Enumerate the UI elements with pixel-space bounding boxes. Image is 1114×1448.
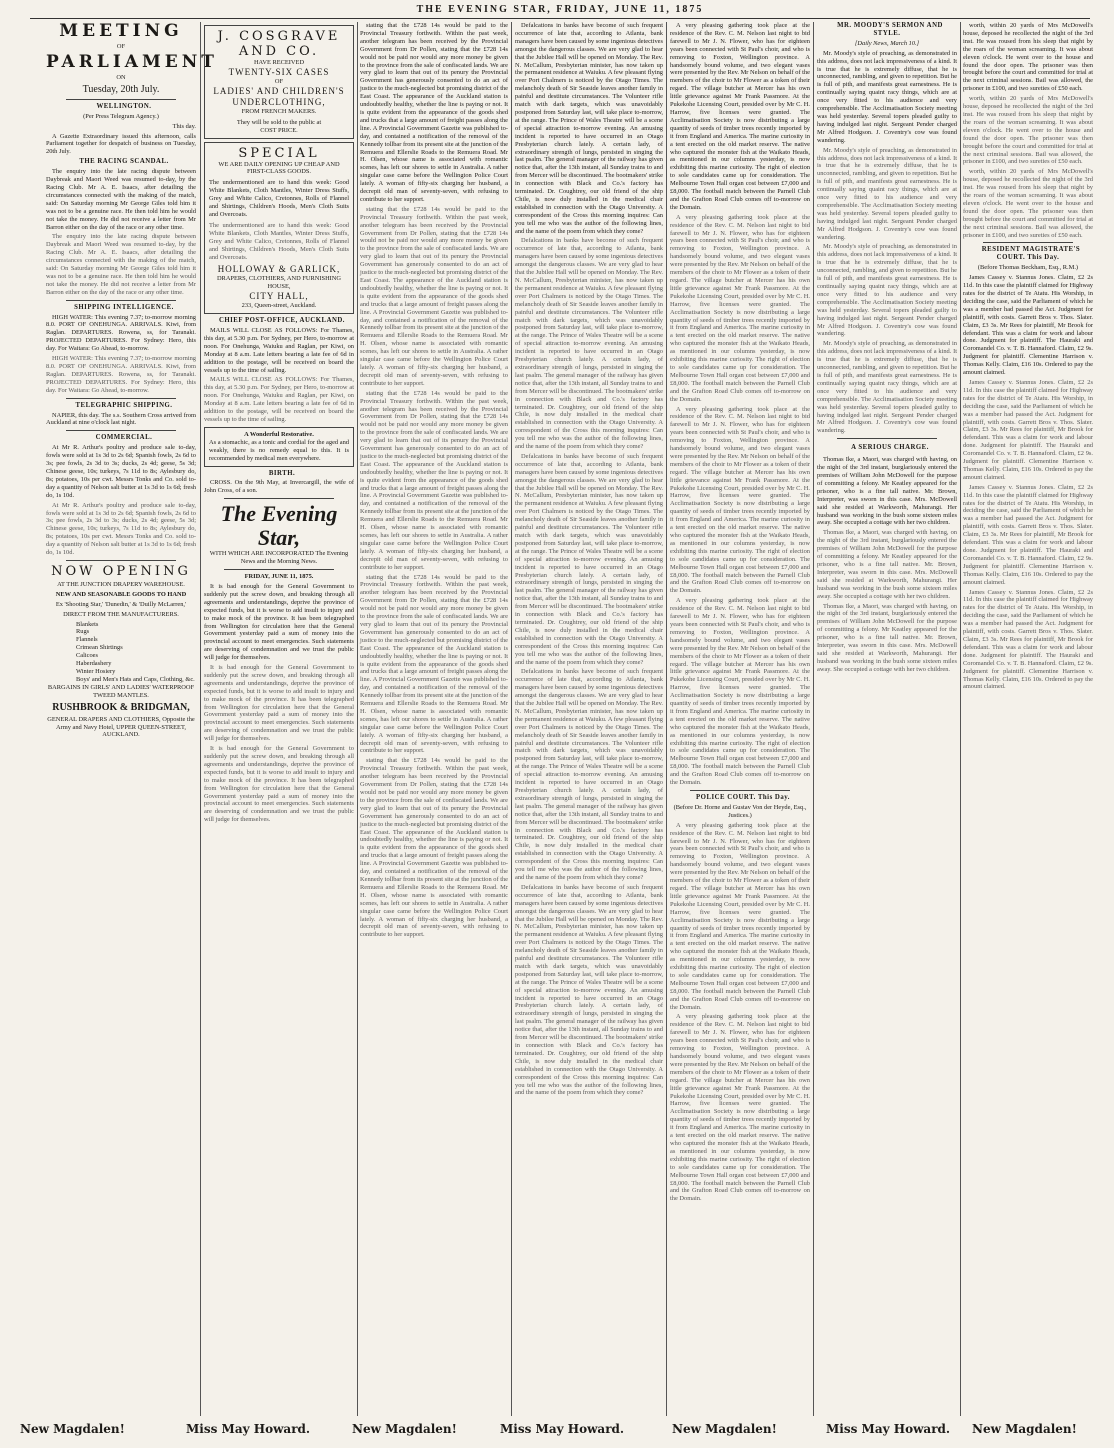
article-text-cont: A very pleasing gathering took place at the residence of the Rev. C. M. Nelson last night to bid farewell to Mr J. N. Flower, who has for eighteen years been connected with St Paul's choir, and who is removing to Foxton, Wellington province. A handsomely bound volume, and two elegant vases were presented by the Rev. Mr Nelson on behalf of the members of the choir to Mr Flower as a token of their regard. The village butcher at Mercer has his own little grievance against Mr Frank Passmore. At the Pukekohe Licensing Court, presided over by Mr C. H. Harrow, five licenses were granted. The Acclimatisation Society is now distributing a large quantity of seeds of timber trees recently imported by it from England and America. The marine curiosity in a tent erected on the old market reserve. The native who captured the monster fish at the Waikato Heads, as mentioned in our columns yesterday, is now exhibiting this marine curiosity. The right of election to sole candidates came up for consideration. The Melbourne Town Hall organ cost between £7,000 and £8,000. The football match between the Parnell Club and the Grafton Road Club comes off to-morrow on the Domain. <box>670 213 810 403</box>
masthead: THE EVENING STAR, FRIDAY, JUNE 11, 1875 <box>30 4 1090 19</box>
article-text-cont: stating that the £728 14s would be paid to the Provincial Treasury forthwith. Within the past week, another telegram has been received by the Provincial Government from Dr Pollen, stating that the £728 14s would not be paid nor would any more money be given to the province from the sale of confiscated lands. We are very glad to learn that out of its penury the Provincial Government has generously consented to do an act of justice to the much-neglected but promising district of the East Coast. The appearance of the Auckland station is undoubtedly healthy, whether the line is paying or not. It is quite evident from the appearance of the goods shed and trucks that a large amount of freight passes along the line. A Provincial Government Gazette was published to-day, and contained a notification of the removal of the Kennedy tollbar from its present site at the junction of the Remuera and Ellerslie Roads to the Remuera Road. Mr H. Olsen, whose name is associated with romantic scenes, has left our shores to settle in Australia. A rather singular case came before the Wellington Police Court lately. A woman of fifty-six charging her husband, a decrepit old man of seventy-seven, with refusing to contribute to her support. <box>360 573 509 755</box>
telegraphic-heading: TELEGRAPHIC SHIPPING. <box>75 401 173 409</box>
of-line: OF <box>274 77 284 85</box>
footer-ad: Miss May Howard. <box>826 1422 951 1436</box>
moody-text-cont: Mr. Moody's style of preaching, as demonstrated in this address, does not lack impressiveness of a kind. It is true that he is extremely diffuse, that he is unconnected, rambling, and given to repetition. But he is full of pith, and manifests great earnestness. He is continually saying quaint racy things, which are at once very fitted to his audience and very comprehensible. The Acclimatisation Society meeting was held yesterday. Several topers pleaded guilty to having indulged last night. Sergeant Pender charged Mr Alfred Hodgson. J. Coventry's cow was found wandering. <box>817 243 957 338</box>
bargains-line: BARGAINS IN GIRLS' AND LADIES' WATERPROOF TWEED MANTLES. <box>47 683 195 699</box>
column-4 <box>515 22 663 1416</box>
paper-subtitle: WITH WHICH ARE INCORPORATED The Evening News and the Morning News. <box>209 550 349 566</box>
goods-list-text-cont: The undermentioned are to hand this week: Good White Blankets, Cloth Mantles, Winter Dress Stuffs, Grey and White Calico, Cretonnes, Rolls of Flannel and Shirtings, Children's Hoods, Men's Cloth Suits and Overcoats. <box>209 221 349 261</box>
article-text-cont: A very pleasing gathering took place at the residence of the Rev. C. M. Nelson last night to bid farewell to Mr J. N. Flower, who has for eighteen years been connected with St Paul's choir, and who is removing to Foxton, Wellington province. A handsomely bound volume, and two elegant vases were presented by the Rev. Mr Nelson on behalf of the members of the choir to Mr Flower as a token of their regard. The village butcher at Mercer has his own little grievance against Mr Frank Passmore. At the Pukekohe Licensing Court, presided over by Mr C. H. Harrow, five licenses were granted. The Acclimatisation Society is now distributing a large quantity of seeds of timber trees recently imported by it from England and America. The marine curiosity in a tent erected on the old market reserve. The native who captured the monster fish at the Waikato Heads, as mentioned in our columns yesterday, is now exhibiting this marine curiosity. The right of election to sole candidates came up for consideration. The Melbourne Town Hall organ cost between £7,000 and £8,000. The football match between the Parnell Club and the Grafton Road Club comes off to-morrow on the Domain. <box>670 597 810 787</box>
on-label: ON <box>116 73 126 81</box>
footer-ad: New Magdalen! <box>672 1422 777 1436</box>
holloway-sub: DRAPERS, CLOTHIERS, AND FURNISHING HOUSE, <box>216 275 342 291</box>
firm-address: GENERAL DRAPERS AND CLOTHIERS, Opposite the Army and Navy Hotel, UPPER QUEEN-STREET, AUCKLAND. <box>47 715 195 739</box>
commercial-text: At Mr R. Arthur's poultry and produce sale to-day, fowls were sold at 1s 3d to 2s 6d; Spanish fowls, 2s 6d to 3s; pee fowls, 2s 3d to 3s; ducks, 2s 4d; geese, 5s 3d; Chinese geese, 10s; turkeys, 7s 11d to 8s; Aylesbury do, 8s; potatoes, 10s per cwt. Messrs Tonks and Co. sold to-day a quantity of Nelson salt butter at 1s 3d to 1s 6d; fresh do, 1s 10d. <box>46 444 196 499</box>
serious-charge-text-cont: Thomas Ike, a Maori, was charged with having, on the night of the 3rd instant, burglariously entered the premises of William John McDowell for the purpose of committing a felony. Mr Keatley appeared for the prisoner, who is a fine tall native. Mr. Brown, Interpreter, was sworn in this case. Mrs. McDowell said she resided at Warkworth, Mahurangi. Her husband was working in the bush some sixteen miles away. She occupied a cottage with her two children. <box>817 529 957 600</box>
list-item: Calicoes <box>76 652 99 660</box>
list-item: Crimean Shirtings <box>76 644 123 652</box>
commercial-heading: COMMERCIAL. <box>95 434 153 442</box>
leader-text-cont: It is bad enough for the General Government to suddenly put the screw down, and breaking through all agreements and understandings, deprive the province of expected funds, but it is worse to add insult to injury and to make mock of the province. It has been telegraphed from Wellington for circulation here that the General Government yesterday paid a sum of money into the provincial account to meet emergencies. Such statements are deserving of condemnation and we trust the public will judge for themselves. <box>204 664 354 743</box>
moody-heading: MR. MOODY'S SERMON AND STYLE. <box>837 22 943 37</box>
article-text-cont: Defalcations in banks have become of such frequent occurrence of late that, according to Atlanta, bank managers have been caused by some ingenious detectives amongst the dangerous classes. We are very glad to hear that the Jubilee Hall will be opened on Monday. The Rev. N. McCallum, Presbyterian minister, has now taken up the permanent residence at Waiuku. A few pleasant flying over Port Chalmers is noticed by the Otago Times. The melancholy death of Sir Seaside leaves another family in painful and destitute circumstances. The Volunteer rifle match with dark targets, which was unavoidably postponed from Saturday last, will take place to-morrow, at the range. The Prince of Wales Theatre will be a scene of special attraction to-morrow evening. An amusing incident is reported to have occurred in an Otago Presbyterian church lately. A certain lady, of extraordinary strength of lungs, persisted in singing the last psalm. The general manager of the railway has given notice that, after the 13th instant, all Sunday trains to and from Mercer will be discontinued. The bootmakers' strike in connection with Black and Co.'s factory has terminated. Dr. Coughtrey, our old friend of the ship Chile, is now duly installed in the medical chair established in connection with the Otago University. A correspondent of the Cross this morning inquires: Can you tell me who was the author of the following lines, and the name of the poem from which they come? <box>515 668 663 881</box>
telegraphic-text: NAPIER, this day. The s.s. Southern Cross arrived from Auckland at nine o'clock last night. <box>46 411 196 427</box>
opening-line: WE ARE DAILY OPENING UP CHEAP AND FIRST-CLASS GOODS. <box>218 160 340 176</box>
city-hall-line: CITY HALL, <box>249 291 309 302</box>
list-item: Winter Hosiery <box>76 668 116 675</box>
dateline: This day. <box>172 122 196 130</box>
police-court-text: A very pleasing gathering took place at the residence of the Rev. C. M. Nelson last night to bid farewell to Mr J. N. Flower, who has for eighteen years been connected with St Paul's choir, and who is removing to Foxton, Wellington province. A handsomely bound volume, and two elegant vases were presented by the Rev. Mr Nelson on behalf of the members of the choir to Mr Flower as a token of their regard. The village butcher at Mercer has his own little grievance against Mr Frank Passmore. At the Pukekohe Licensing Court, presided over by Mr C. H. Harrow, five licenses were granted. The Acclimatisation Society is now distributing a large quantity of seeds of timber trees recently imported by it from England and America. The marine curiosity in a tent erected on the old market reserve. The native who captured the monster fish at the Waikato Heads, as mentioned in our columns yesterday, is now exhibiting this marine curiosity. The right of election to sole candidates came up for consideration. The Melbourne Town Hall organ cost between £7,000 and £8,000. The football match between the Parnell Club and the Grafton Road Club comes off to-morrow on the Domain. <box>670 821 810 1011</box>
column-rule <box>511 22 512 1416</box>
moody-source: [Daily News, March 10.] <box>854 39 920 47</box>
racing-text: The enquiry into the late racing dispute between Daybreak and Maori Weed was resumed to-day, by the Racing Club. Mr A. E. Isaacs, after detailing the circumstances connected with the making of the match, said: On Saturday morning Mr George Giles told him it was not to be a genuine race. He then told him he would not take the money. He did not receive a letter from Mr Barron either on the day of the race or any other time. <box>46 168 196 231</box>
rm-court-text: James Cassey v. Stannus Jones. Claim, £2 2s 11d. In this case the plaintiff claimed for Highway rates for the district of Te Atatu. His Worship, in deciding the case, said the Parliament of which he was a member had passed the Act. Judgment for plaintiff, with costs. Garrett Bros v. Thos. Slater. Claim, £3 3s. Mr Rees for plaintiff, Mr Brook for defendant. This was a claim for work and labour done. Judgment for plaintiff. The Hauraki and Coromandel Co. v. T. B. Hannaford. Claim, £2 9s. Judgment for plaintiff. Clementine Harrison v. Thomas Kelly. Claim, £16 10s. Ordered to pay the amount claimed. <box>963 274 1093 377</box>
footer-ad: Miss May Howard. <box>500 1422 625 1436</box>
gazette-text: A Gazette Extraordinary issued this afternoon, calls Parliament together for despatch of business on Tuesday, 20th July. <box>46 132 196 156</box>
moody-text-cont: Mr. Moody's style of preaching, as demonstrated in this address, does not lack impressiveness of a kind. It is true that he is extremely diffuse, that he is unconnected, rambling, and given to repetition. But he is full of pith, and manifests great earnestness. He is continually saying quaint racy things, which are at once very fitted to his audience and very comprehensible. The Acclimatisation Society meeting was held yesterday. Several topers pleaded guilty to having indulged last night. Sergeant Pender charged Mr Alfred Hodgson. J. Coventry's cow was found wandering. <box>817 146 957 241</box>
now-opening-heading: NOW OPENING <box>51 563 191 579</box>
column-7 <box>963 22 1093 1416</box>
cost-price-line: COST PRICE. <box>260 126 298 134</box>
racing-text-cont: The enquiry into the late racing dispute between Daybreak and Maori Weed was resumed to-day, by the Racing Club. Mr A. E. Isaacs, after detailing the circumstances connected with the making of the match, said: On Saturday morning Mr George Giles told him it was not to be a genuine race. He then told him he would not take the money. He did not receive a letter from Mr Barron either on the day of the race or any other time. <box>46 233 196 296</box>
list-item: Boys' and Men's Hats and Caps, Clothing, &c. <box>76 675 195 683</box>
column-rule <box>813 22 814 1416</box>
rm-court-text-cont: James Cassey v. Stannus Jones. Claim, £2 2s 11d. In this case the plaintiff claimed for Highway rates for the district of Te Atatu. His Worship, in deciding the case, said the Parliament of which he was a member had passed the Act. Judgment for plaintiff, with costs. Garrett Bros v. Thos. Slater. Claim, £3 3s. Mr Rees for plaintiff, Mr Brook for defendant. This was a claim for work and labour done. Judgment for plaintiff. The Hauraki and Coromandel Co. v. T. B. Hannaford. Claim, £2 9s. Judgment for plaintiff. Clementine Harrison v. Thomas Kelly. Claim, £16 10s. Ordered to pay the amount claimed. <box>963 378 1093 481</box>
restorative-heading: A Wonderful Restorative. <box>244 430 314 438</box>
article-text: A very pleasing gathering took place at the residence of the Rev. C. M. Nelson last night to bid farewell to Mr J. N. Flower, who has for eighteen years been connected with St Paul's choir, and who is removing to Foxton, Wellington province. A handsomely bound volume, and two elegant vases were presented by the Rev. Mr Nelson on behalf of the members of the choir to Mr Flower as a token of their regard. The village butcher at Mercer has his own little grievance against Mr Frank Passmore. At the Pukekohe Licensing Court, presided over by Mr C. H. Harrow, five licenses were granted. The Acclimatisation Society is now distributing a large quantity of seeds of timber trees recently imported by it from England and America. The marine curiosity in a tent erected on the old market reserve. The native who captured the monster fish at the Waikato Heads, as mentioned in our columns yesterday, is now exhibiting this marine curiosity. The right of election to sole candidates came up for consideration. The Melbourne Town Hall organ cost between £7,000 and £8,000. The football match between the Parnell Club and the Grafton Road Club comes off to-morrow on the Domain. <box>670 22 810 211</box>
firm-name: RUSHBROOK & BRIDGMAN, <box>52 701 190 713</box>
restorative-advert <box>204 427 354 467</box>
column-rule <box>200 22 201 1416</box>
cosgrave-advert <box>204 25 354 139</box>
footer-ad: Miss May Howard. <box>186 1422 311 1436</box>
shipping-text-cont: HIGH WATER: This evening 7.37; to-morrow morning 8.0. PORT OF ONEHUNGA. ARRIVALS. Kiwi, from Raglan. DEPARTURES. Rowena, ss, for Taranaki. PROJECTED DEPARTURES. For Sydney: Hero, this day. For Waitara: Go Ahead, to-morrow. <box>46 355 196 394</box>
special-heading: SPECIAL <box>238 145 320 161</box>
press-line: (Per Press Telegram Agency.) <box>83 112 159 120</box>
column-rule <box>666 22 667 1416</box>
article-text-cont: worth, within 20 yards of Mrs McDowell's house, deposed he recollected the night of the 3rd inst. He was roused from his sleep that night by the roars of the woman screaming. It was about eleven o'clock. He went over to the house and found the door open. The prisoner was then brought before the court and committed for trial at the next criminal sessions. Bail was allowed, the prisoner in £100, and two sureties of £50 each. <box>963 95 1093 166</box>
rm-court-text-cont: James Cassey v. Stannus Jones. Claim, £2 2s 11d. In this case the plaintiff claimed for Highway rates for the district of Te Atatu. His Worship, in deciding the case, said the Parliament of which he was a member had passed the Act. Judgment for plaintiff, with costs. Garrett Bros v. Thos. Slater. Claim, £3 3s. Mr Rees for plaintiff, Mr Brook for defendant. This was a claim for work and labour done. Judgment for plaintiff. The Hauraki and Coromandel Co. v. T. B. Hannaford. Claim, £2 9s. Judgment for plaintiff. Clementine Harrison v. Thomas Kelly. Claim, £16 10s. Ordered to pay the amount claimed. <box>963 483 1093 586</box>
parliament-heading: PARLIAMENT <box>46 51 218 72</box>
police-court-heading: POLICE COURT. This Day. <box>696 794 790 801</box>
column-1 <box>46 21 218 1416</box>
restorative-text: As a stomachic, as a tonic and cordial for the aged and weakly, there is no remedy equal to this. It is recommended by medical men everywhere. <box>209 438 349 462</box>
article-text: worth, within 20 yards of Mrs McDowell's house, deposed he recollected the night of the 3rd inst. He was roused from his sleep that night by the roars of the woman screaming. It was about eleven o'clock. He went over to the house and found the door open. The prisoner was then brought before the court and committed for trial at the next criminal sessions. Bail was allowed, the prisoner in £100, and two sureties of £50 each. <box>963 22 1093 93</box>
list-item: Haberdashery <box>76 660 112 668</box>
article-text-cont: stating that the £728 14s would be paid to the Provincial Treasury forthwith. Within the past week, another telegram has been received by the Provincial Government from Dr Pollen, stating that the £728 14s would not be paid nor would any more money be given to the province from the sale of confiscated lands. We are very glad to learn that out of its penury the Provincial Government has generously consented to do an act of justice to the much-neglected but promising district of the East Coast. The appearance of the Auckland station is undoubtedly healthy, whether the line is paying or not. It is quite evident from the appearance of the goods shed and trucks that a large amount of freight passes along the line. A Provincial Government Gazette was published to-day, and contained a notification of the removal of the Kennedy tollbar from its present site at the junction of the Remuera and Ellerslie Roads to the Remuera Road. Mr H. Olsen, whose name is associated with romantic scenes, has left our shores to settle in Australia. A rather singular case came before the Wellington Police Court lately. A woman of fifty-six charging her husband, a decrepit old man of seventy-seven, with refusing to contribute to her support. <box>360 205 509 387</box>
serious-charge-text-cont: Thomas Ike, a Maori, was charged with having, on the night of the 3rd instant, burglariously entered the premises of William John McDowell for the purpose of committing a felony. Mr Keatley appeared for the prisoner, who is a fine tall native. Mr. Brown, Interpreter, was sworn in this case. Mrs. McDowell said she resided at Warkworth, Mahurangi. Her husband was working in the bush some sixteen miles away. She occupied a cottage with her two children. <box>817 602 957 673</box>
moody-text: Mr. Moody's style of preaching, as demonstrated in this address, does not lack impressiveness of a kind. It is true that he is extremely diffuse, that he is unconnected, rambling, and given to repetition. But he is full of pith, and manifests great earnestness. He is continually saying quaint racy things, which are at once very fitted to his audience and very comprehensible. The Acclimatisation Society meeting was held yesterday. Several topers pleaded guilty to having indulged last night. Sergeant Pender charged Mr Alfred Hodgson. J. Coventry's cow was found wandering. <box>817 49 957 144</box>
article-text-cont: stating that the £728 14s would be paid to the Provincial Treasury forthwith. Within the past week, another telegram has been received by the Provincial Government from Dr Pollen, stating that the £728 14s would not be paid nor would any more money be given to the province from the sale of confiscated lands. We are very glad to learn that out of its penury the Provincial Government has generously consented to do an act of justice to the much-neglected but promising district of the East Coast. The appearance of the Auckland station is undoubtedly healthy, whether the line is paying or not. It is quite evident from the appearance of the goods shed and trucks that a large amount of freight passes along the line. A Provincial Government Gazette was published to-day, and contained a notification of the removal of the Kennedy tollbar from its present site at the junction of the Remuera and Ellerslie Roads to the Remuera Road. Mr H. Olsen, whose name is associated with romantic scenes, has left our shores to settle in Australia. A rather singular case came before the Wellington Police Court lately. A woman of fifty-six charging her husband, a decrepit old man of seventy-seven, with refusing to contribute to her support. <box>360 757 509 939</box>
direct-line: DIRECT FROM THE MANUFACTURERS. <box>63 610 179 618</box>
article-text-cont: Defalcations in banks have become of such frequent occurrence of late that, according to Atlanta, bank managers have been caused by some ingenious detectives amongst the dangerous classes. We are very glad to hear that the Jubilee Hall will be opened on Monday. The Rev. N. McCallum, Presbyterian minister, has now taken up the permanent residence at Waiuku. A few pleasant flying over Port Chalmers is noticed by the Otago Times. The melancholy death of Sir Seaside leaves another family in painful and destitute circumstances. The Volunteer rifle match with dark targets, which was unavoidably postponed from Saturday last, will take place to-morrow, at the range. The Prince of Wales Theatre will be a scene of special attraction to-morrow evening. An amusing incident is reported to have occurred in an Otago Presbyterian church lately. A certain lady, of extraordinary strength of lungs, persisted in singing the last psalm. The general manager of the railway has given notice that, after the 13th instant, all Sunday trains to and from Mercer will be discontinued. The bootmakers' strike in connection with Black and Co.'s factory has terminated. Dr. Coughtrey, our old friend of the ship Chile, is now duly installed in the medical chair established in connection with the Otago University. A correspondent of the Cross this morning inquires: Can you tell me who was the author of the following lines, and the name of the poem from which they come? <box>515 452 663 666</box>
footer-ad: New Magdalen! <box>972 1422 1077 1436</box>
from-france-line: FROM FRENCH MAKERS. <box>241 107 317 115</box>
meeting-heading: MEETING <box>59 21 183 41</box>
junction-line: AT THE JUNCTION DRAPERY WAREHOUSE. <box>57 580 185 588</box>
commercial-text-cont: At Mr R. Arthur's poultry and produce sale to-day, fowls were sold at 1s 3d to 2s 6d; Spanish fowls, 2s 6d to 3s; pee fowls, 2s 3d to 3s; ducks, 2s 4d; geese, 5s 3d; Chinese geese, 10s; turkeys, 7s 11d to 8s; Aylesbury do, 8s; potatoes, 10s per cwt. Messrs Tonks and Co. sold to-day a quantity of Nelson salt butter at 1s 3d to 1s 6d; fresh do, 1s 10d. <box>46 501 196 557</box>
goods-list <box>46 621 196 684</box>
cosgrave-heading: J. COSGRAVE AND CO. <box>217 29 341 59</box>
leader-dateline: FRIDAY, JUNE 11, 1875. <box>244 573 314 581</box>
paper-title: The Evening Star, <box>220 501 338 551</box>
shipping-heading: SHIPPING INTELLIGENCE. <box>74 303 174 311</box>
underclothing-line: UNDERCLOTHING, <box>232 96 326 107</box>
serious-charge-heading: A SERIOUS CHARGE. <box>851 444 929 452</box>
wellington-heading: WELLINGTON. <box>96 102 152 110</box>
article-text: stating that the £728 14s would be paid to the Provincial Treasury forthwith. Within the past week, another telegram has been received by the Provincial Government from Dr Pollen, stating that the £728 14s would not be paid nor would any more money be given to the province from the sale of confiscated lands. We are very glad to learn that out of its penury the Provincial Government has generously consented to do an act of justice to the much-neglected but promising district of the East Coast. The appearance of the Auckland station is undoubtedly healthy, whether the line is paying or not. It is quite evident from the appearance of the goods shed and trucks that a large amount of freight passes along the line. A Provincial Government Gazette was published to-day, and contained a notification of the removal of the Kennedy tollbar from its present site at the junction of the Remuera and Ellerslie Roads to the Remuera Road. Mr H. Olsen, whose name is associated with romantic scenes, has left our shores to settle in Australia. A rather singular case came before the Wellington Police Court lately. A woman of fifty-six charging her husband, a decrepit old man of seventy-seven, with refusing to contribute to her support. <box>360 22 509 203</box>
meeting-date: Tuesday, 20th July. <box>82 83 160 95</box>
post-heading: CHIEF POST-OFFICE, AUCKLAND. <box>218 317 346 325</box>
new-goods-line: NEW AND SEASONABLE GOODS TO HAND <box>55 590 187 598</box>
article-text-cont: worth, within 20 yards of Mrs McDowell's house, deposed he recollected the night of the 3rd inst. He was roused from his sleep that night by the roars of the woman screaming. It was about eleven o'clock. He went over to the house and found the door open. The prisoner was then brought before the court and committed for trial at the next criminal sessions. Bail was allowed, the prisoner in £100, and two sureties of £50 each. <box>963 168 1093 239</box>
moody-text-cont: Mr. Moody's style of preaching, as demonstrated in this address, does not lack impressiveness of a kind. It is true that he is extremely diffuse, that he is unconnected, rambling, and given to repetition. But he is full of pith, and manifests great earnestness. He is continually saying quaint racy things, which are at once very fitted to his audience and very comprehensible. The Acclimatisation Society meeting was held yesterday. Several topers pleaded guilty to having indulged last night. Sergeant Pender charged Mr Alfred Hodgson. J. Coventry's cow was found wandering. <box>817 340 957 435</box>
police-court-text: A very pleasing gathering took place at the residence of the Rev. C. M. Nelson last night to bid farewell to Mr J. N. Flower, who has for eighteen years been connected with St Paul's choir, and who is removing to Foxton, Wellington province. A handsomely bound volume, and two elegant vases were presented by the Rev. Mr Nelson on behalf of the members of the choir to Mr Flower as a token of their regard. The village butcher at Mercer has his own little grievance against Mr Frank Passmore. At the Pukekohe Licensing Court, presided over by Mr C. H. Harrow, five licenses were granted. The Acclimatisation Society is now distributing a large quantity of seeds of timber trees recently imported by it from England and America. The marine curiosity in a tent erected on the old market reserve. The native who captured the monster fish at the Waikato Heads, as mentioned in our columns yesterday, is now exhibiting this marine curiosity. The right of election to sole candidates came up for consideration. The Melbourne Town Hall organ cost between £7,000 and £8,000. The football match between the Parnell Club and the Grafton Road Club comes off to-morrow on the Domain. <box>670 1013 810 1203</box>
rm-court-sub: (Before Thomas Beckham, Esq., R.M.) <box>977 264 1079 272</box>
ships-line: Ex 'Shooting Star,' 'Dunedin,' & 'Duilly McLarren,' <box>55 600 187 608</box>
ladies-line: LADIES' AND CHILDREN'S <box>213 85 345 96</box>
post-text-cont: MAILS WILL CLOSE AS FOLLOWS: For Thames, this day, at 5.30 p.m. For Sydney, per Hero, to-morrow at noon. For Onehunga, Waiuku and Raglan, per Kiwi, on Monday at 8 a.m. Late letters bearing a late fee of 6d in addition to the postage, will be received on board the vessels up to the time of sailing. <box>204 376 354 423</box>
have-received-line: HAVE RECEIVED <box>253 59 305 66</box>
list-item: Rugs <box>76 628 90 636</box>
column-2 <box>204 22 354 1416</box>
cases-line: TWENTY-SIX CASES <box>228 66 330 77</box>
column-5 <box>670 22 810 1416</box>
article-text-cont: Defalcations in banks have become of such frequent occurrence of late that, according to Atlanta, bank managers have been caused by some ingenious detectives amongst the dangerous classes. We are very glad to hear that the Jubilee Hall will be opened on Monday. The Rev. N. McCallum, Presbyterian minister, has now taken up the permanent residence at Waiuku. A few pleasant flying over Port Chalmers is noticed by the Otago Times. The melancholy death of Sir Seaside leaves another family in painful and destitute circumstances. The Volunteer rifle match with dark targets, which was unavoidably postponed from Saturday last, will take place to-morrow, at the range. The Prince of Wales Theatre will be a scene of special attraction to-morrow evening. An amusing incident is reported to have occurred in an Otago Presbyterian church lately. A certain lady, of extraordinary strength of lungs, persisted in singing the last psalm. The general manager of the railway has given notice that, after the 13th instant, all Sunday trains to and from Mercer will be discontinued. The bootmakers' strike in connection with Black and Co.'s factory has terminated. Dr. Coughtrey, our old friend of the ship Chile, is now duly installed in the medical chair established in connection with the Otago University. A correspondent of the Cross this morning inquires: Can you tell me who was the author of the following lines, and the name of the poem from which they come? <box>515 237 663 451</box>
birth-heading: BIRTH. <box>268 469 296 477</box>
leader-text: It is bad enough for the General Government to suddenly put the screw down, and breaking through all agreements and understandings, deprive the province of expected funds, but it is worse to add insult to injury and to make mock of the province. It has been telegraphed from Wellington for circulation here that the General Government yesterday paid a sum of money into the provincial account to meet emergencies. Such statements are deserving of condemnation and we trust the public will judge for themselves. <box>204 582 354 662</box>
of-label: OF <box>116 43 126 50</box>
column-6 <box>817 22 957 1416</box>
article-text: Defalcations in banks have become of such frequent occurrence of late that, according to Atlanta, bank managers have been caused by some ingenious detectives amongst the dangerous classes. We are very glad to hear that the Jubilee Hall will be opened on Monday. The Rev. N. McCallum, Presbyterian minister, has now taken up the permanent residence at Waiuku. A few pleasant flying over Port Chalmers is noticed by the Otago Times. The melancholy death of Sir Seaside leaves another family in painful and destitute circumstances. The Volunteer rifle match with dark targets, which was unavoidably postponed from Saturday last, will take place to-morrow, at the range. The Prince of Wales Theatre will be a scene of special attraction to-morrow evening. An amusing incident is reported to have occurred in an Otago Presbyterian church lately. A certain lady, of extraordinary strength of lungs, persisted in singing the last psalm. The general manager of the railway has given notice that, after the 13th instant, all Sunday trains to and from Mercer will be discontinued. The bootmakers' strike in connection with Black and Co.'s factory has terminated. Dr. Coughtrey, our old friend of the ship Chile, is now duly installed in the medical chair established in connection with the Otago University. A correspondent of the Cross this morning inquires: Can you tell me who was the author of the following lines, and the name of the poem from which they come? <box>515 22 663 235</box>
birth-text: CROSS. On the 9th May, at Invercargill, the wife of John Cross, of a son. <box>204 479 354 495</box>
column-3 <box>360 22 508 1416</box>
shipping-text: HIGH WATER: This evening 7.37; to-morrow morning 8.0. PORT OF ONEHUNGA. ARRIVALS. Kiwi, from Raglan. DEPARTURES. Rowena, ss, for Taranaki. PROJECTED DEPARTURES. For Sydney: Hero, this day. For Waitara: Go Ahead, to-morrow. <box>46 313 196 353</box>
article-text-cont: stating that the £728 14s would be paid to the Provincial Treasury forthwith. Within the past week, another telegram has been received by the Provincial Government from Dr Pollen, stating that the £728 14s would not be paid nor would any more money be given to the province from the sale of confiscated lands. We are very glad to learn that out of its penury the Provincial Government has generously consented to do an act of justice to the much-neglected but promising district of the East Coast. The appearance of the Auckland station is undoubtedly healthy, whether the line is paying or not. It is quite evident from the appearance of the goods shed and trucks that a large amount of freight passes along the line. A Provincial Government Gazette was published to-day, and contained a notification of the removal of the Kennedy tollbar from its present site at the junction of the Remuera and Ellerslie Roads to the Remuera Road. Mr H. Olsen, whose name is associated with romantic scenes, has left our shores to settle in Australia. A rather singular case came before the Wellington Police Court lately. A woman of fifty-six charging her husband, a decrepit old man of seventy-seven, with refusing to contribute to her support. <box>360 389 509 571</box>
footer-strip <box>0 1420 1114 1444</box>
column-rule <box>960 22 961 1416</box>
rm-court-text-cont: James Cassey v. Stannus Jones. Claim, £2 2s 11d. In this case the plaintiff claimed for Highway rates for the district of Te Atatu. His Worship, in deciding the case, said the Parliament of which he was a member had passed the Act. Judgment for plaintiff, with costs. Garrett Bros v. Thos. Slater. Claim, £3 3s. Mr Rees for plaintiff, Mr Brook for defendant. This was a claim for work and labour done. Judgment for plaintiff. The Hauraki and Coromandel Co. v. T. B. Hannaford. Claim, £2 9s. Judgment for plaintiff. Clementine Harrison v. Thomas Kelly. Claim, £16 10s. Ordered to pay the amount claimed. <box>963 588 1093 691</box>
offered-line: They will be sold to the public at <box>236 118 322 126</box>
serious-charge-text: Thomas Ike, a Maori, was charged with having, on the night of the 3rd instant, burglariously entered the premises of William John McDowell for the purpose of committing a felony. Mr Keatley appeared for the prisoner, who is a fine tall native. Mr. Brown, Interpreter, was sworn in this case. Mrs. McDowell said she resided at Warkworth, Mahurangi. Her husband was working in the bush some sixteen miles away. She occupied a cottage with her two children. <box>817 456 957 527</box>
rm-court-heading: RESIDENT MAGISTRATE'S COURT. This Day. <box>981 246 1081 262</box>
article-text-cont: Defalcations in banks have become of such frequent occurrence of late that, according to Atlanta, bank managers have been caused by some ingenious detectives amongst the dangerous classes. We are very glad to hear that the Jubilee Hall will be opened on Monday. The Rev. N. McCallum, Presbyterian minister, has now taken up the permanent residence at Waiuku. A few pleasant flying over Port Chalmers is noticed by the Otago Times. The melancholy death of Sir Seaside leaves another family in painful and destitute circumstances. The Volunteer rifle match with dark targets, which was unavoidably postponed from Saturday last, will take place to-morrow, at the range. The Prince of Wales Theatre will be a scene of special attraction to-morrow evening. An amusing incident is reported to have occurred in an Otago Presbyterian church lately. A certain lady, of extraordinary strength of lungs, persisted in singing the last psalm. The general manager of the railway has given notice that, after the 13th instant, all Sunday trains to and from Mercer will be discontinued. The bootmakers' strike in connection with Black and Co.'s factory has terminated. Dr. Coughtrey, our old friend of the ship Chile, is now duly installed in the medical chair established in connection with the Otago University. A correspondent of the Cross this morning inquires: Can you tell me who was the author of the following lines, and the name of the poem from which they come? <box>515 883 663 1097</box>
footer-ad: New Magdalen! <box>352 1422 457 1436</box>
column-rule <box>357 22 358 1416</box>
holloway-name: HOLLOWAY & GARLICK, <box>217 264 341 275</box>
holloway-address: 233, Queen-street, Auckland. <box>241 302 317 310</box>
article-text-cont: A very pleasing gathering took place at the residence of the Rev. C. M. Nelson last night to bid farewell to Mr J. N. Flower, who has for eighteen years been connected with St Paul's choir, and who is removing to Foxton, Wellington province. A handsomely bound volume, and two elegant vases were presented by the Rev. Mr Nelson on behalf of the members of the choir to Mr Flower as a token of their regard. The village butcher at Mercer has his own little grievance against Mr Frank Passmore. At the Pukekohe Licensing Court, presided over by Mr C. H. Harrow, five licenses were granted. The Acclimatisation Society is now distributing a large quantity of seeds of timber trees recently imported by it from England and America. The marine curiosity in a tent erected on the old market reserve. The native who captured the monster fish at the Waikato Heads, as mentioned in our columns yesterday, is now exhibiting this marine curiosity. The right of election to sole candidates came up for consideration. The Melbourne Town Hall organ cost between £7,000 and £8,000. The football match between the Parnell Club and the Grafton Road Club comes off to-morrow on the Domain. <box>670 405 810 595</box>
racing-heading: THE RACING SCANDAL. <box>79 158 169 166</box>
police-court-sub: (Before Dr. Horne and Gustav Von der Heyde, Esq., Justices.) <box>673 803 807 819</box>
post-text: MAILS WILL CLOSE AS FOLLOWS: For Thames, this day, at 5.30 p.m. For Sydney, per Hero, to-morrow at noon. For Onehunga, Waiuku and Raglan, per Kiwi, on Monday at 8 a.m. Late letters bearing a late fee of 6d in addition to the postage, will be received on board the vessels up to the time of sailing. <box>204 327 354 374</box>
footer-ad: New Magdalen! <box>20 1422 125 1436</box>
leader-text-cont: It is bad enough for the General Government to suddenly put the screw down, and breaking through all agreements and understandings, deprive the province of expected funds, but it is worse to add insult to injury and to make mock of the province. It has been telegraphed from Wellington for circulation here that the General Government yesterday paid a sum of money into the provincial account to meet emergencies. Such statements are deserving of condemnation and we trust the public will judge for themselves. <box>204 745 354 824</box>
list-item: Flannels <box>76 636 98 644</box>
list-item: Blankets <box>76 620 99 628</box>
goods-list-text: The undermentioned are to hand this week: Good White Blankets, Cloth Mantles, Winter Dress Stuffs, Grey and White Calico, Cretonnes, Rolls of Flannel and Shirtings, Children's Hoods, Men's Cloth Suits and Overcoats. <box>209 179 349 218</box>
holloway-advert <box>204 142 354 315</box>
